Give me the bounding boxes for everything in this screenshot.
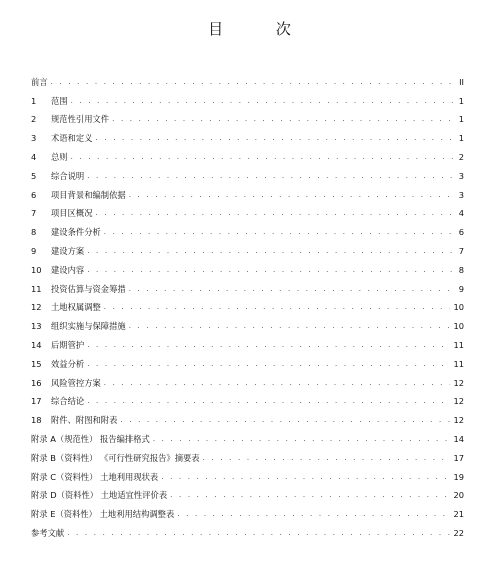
toc-entry-page-number: 7 <box>458 245 464 256</box>
toc-entry-page-number: 1 <box>458 95 464 106</box>
dot-leader <box>51 77 453 87</box>
toc-entry-title: 术语和定义 <box>51 133 93 144</box>
toc-entry[interactable] <box>31 87 464 106</box>
dot-leader <box>96 208 454 218</box>
toc-entry-page-number: 12 <box>453 415 464 426</box>
dot-leader <box>170 490 450 500</box>
toc-entry-number: 12 <box>31 302 42 313</box>
toc-entry-page-number: 11 <box>453 339 464 350</box>
toc-entry[interactable] <box>31 444 464 463</box>
toc-entry-number: 5 <box>31 170 37 181</box>
dot-leader <box>120 415 450 425</box>
toc-entry-number: 6 <box>31 189 37 200</box>
toc-entry[interactable] <box>31 425 464 444</box>
dot-leader <box>112 114 453 124</box>
toc-entry[interactable] <box>31 369 464 388</box>
toc-entry-page-number: 10 <box>453 321 464 332</box>
toc-entry-number: 18 <box>31 415 42 426</box>
toc-entry-page-number: 14 <box>453 433 464 444</box>
toc-entry-number: 16 <box>31 377 42 388</box>
toc-entry-page-number: 20 <box>453 490 464 501</box>
dot-leader <box>153 434 451 444</box>
toc-entry-page-number: 3 <box>458 170 464 181</box>
dot-leader <box>161 472 450 482</box>
toc-entry[interactable] <box>31 237 464 256</box>
toc-entry[interactable] <box>31 218 464 237</box>
toc-entry-page-number: 1 <box>458 133 464 144</box>
dot-leader <box>129 321 451 331</box>
toc-entry[interactable] <box>31 256 464 275</box>
toc-entry-title: 综合结论 <box>51 396 85 407</box>
dot-leader <box>104 227 453 237</box>
toc-entry-page-number: 4 <box>458 208 464 219</box>
toc-entry[interactable] <box>31 519 464 538</box>
toc-entry-page-number: 22 <box>453 527 464 538</box>
toc-entry-page-number: 8 <box>458 264 464 275</box>
toc-entry[interactable] <box>31 106 464 125</box>
toc-entry-number: 10 <box>31 264 42 275</box>
toc-entry[interactable] <box>31 181 464 200</box>
toc-entry-title: 建设条件分析 <box>51 227 101 238</box>
toc-entry[interactable] <box>31 162 464 181</box>
toc-entry-page-number: 9 <box>458 283 464 294</box>
toc-entry-page-number: 3 <box>458 189 464 200</box>
toc-entry[interactable] <box>31 68 464 87</box>
toc-entry-number: 7 <box>31 208 37 219</box>
toc-entry[interactable] <box>31 463 464 482</box>
toc-entry-title: 附录 D（资料性） 土地适宜性评价表 <box>31 490 168 501</box>
dot-leader <box>104 302 451 312</box>
table-of-contents <box>31 68 464 538</box>
toc-entry-title: 效益分析 <box>51 358 85 369</box>
toc-entry-title: 土地权属调整 <box>51 302 101 313</box>
toc-entry-title: 附件、附图和附表 <box>51 415 118 426</box>
toc-entry[interactable] <box>31 331 464 350</box>
toc-entry-title: 建设方案 <box>51 245 85 256</box>
toc-entry-number: 4 <box>31 151 37 162</box>
toc-entry-page-number: 19 <box>453 471 464 482</box>
toc-entry-title: 投资估算与资金筹措 <box>51 283 126 294</box>
toc-entry-number: 3 <box>31 133 37 144</box>
toc-entry-title: 总则 <box>51 151 68 162</box>
toc-entry-number: 8 <box>31 227 37 238</box>
toc-entry-title: 附录 B（资料性） 《可行性研究报告》摘要表 <box>31 452 200 463</box>
toc-entry-title: 附录 C（资料性） 土地利用现状表 <box>31 471 159 482</box>
toc-entry[interactable] <box>31 312 464 331</box>
toc-entry[interactable] <box>31 294 464 313</box>
toc-entry[interactable] <box>31 200 464 219</box>
toc-entry[interactable] <box>31 406 464 425</box>
toc-entry-page-number: II <box>459 76 464 87</box>
toc-entry-page-number: 6 <box>458 227 464 238</box>
toc-entry[interactable] <box>31 124 464 143</box>
dot-leader <box>87 246 453 256</box>
toc-entry-page-number: 11 <box>453 358 464 369</box>
toc-entry-page-number: 2 <box>458 151 464 162</box>
dot-leader <box>87 340 450 350</box>
toc-entry-number: 13 <box>31 321 42 332</box>
dot-leader <box>67 528 450 538</box>
toc-entry-title: 前言 <box>31 76 48 87</box>
toc-entry-title: 范围 <box>51 95 68 106</box>
toc-entry-number: 17 <box>31 396 42 407</box>
toc-entry-title: 附录 E（资料性） 土地利用结构调整表 <box>31 509 175 520</box>
toc-entry-page-number: 1 <box>458 114 464 125</box>
toc-entry[interactable] <box>31 500 464 519</box>
toc-entry-number: 1 <box>31 95 37 106</box>
dot-leader <box>96 133 454 143</box>
dot-leader <box>104 378 451 388</box>
dot-leader <box>177 509 450 519</box>
toc-entry-title: 综合说明 <box>51 170 85 181</box>
toc-entry-title: 项目背景和编制依据 <box>51 189 126 200</box>
toc-entry-page-number: 12 <box>453 396 464 407</box>
dot-leader <box>71 152 453 162</box>
toc-title: 目 次 <box>208 20 315 38</box>
toc-entry[interactable] <box>31 143 464 162</box>
toc-entry-number: 2 <box>31 114 37 125</box>
toc-entry-title: 组织实施与保障措施 <box>51 321 126 332</box>
dot-leader <box>203 453 451 463</box>
dot-leader <box>129 190 453 200</box>
dot-leader <box>71 96 453 106</box>
dot-leader <box>87 359 450 369</box>
toc-entry[interactable] <box>31 388 464 407</box>
toc-entry-page-number: 17 <box>453 452 464 463</box>
toc-entry-title: 附录 A（规范性） 报告编排格式 <box>31 433 150 444</box>
toc-entry[interactable] <box>31 350 464 369</box>
dot-leader <box>87 396 450 406</box>
toc-entry-page-number: 21 <box>453 509 464 520</box>
toc-entry-number: 14 <box>31 339 42 350</box>
toc-entry-title: 后期管护 <box>51 339 85 350</box>
toc-entry-page-number: 12 <box>453 377 464 388</box>
toc-entry-number: 11 <box>31 283 42 294</box>
toc-entry[interactable] <box>31 275 464 294</box>
dot-leader <box>129 284 453 294</box>
toc-entry-title: 项目区概况 <box>51 208 93 219</box>
toc-entry-number: 9 <box>31 245 37 256</box>
toc-entry-page-number: 10 <box>453 302 464 313</box>
toc-entry-number: 15 <box>31 358 42 369</box>
dot-leader <box>87 265 453 275</box>
toc-entry-title: 参考文献 <box>31 527 65 538</box>
toc-entry[interactable] <box>31 482 464 501</box>
toc-entry-title: 规范性引用文件 <box>51 114 110 125</box>
toc-entry-title: 建设内容 <box>51 264 85 275</box>
toc-entry-title: 风险管控方案 <box>51 377 101 388</box>
dot-leader <box>87 171 453 181</box>
